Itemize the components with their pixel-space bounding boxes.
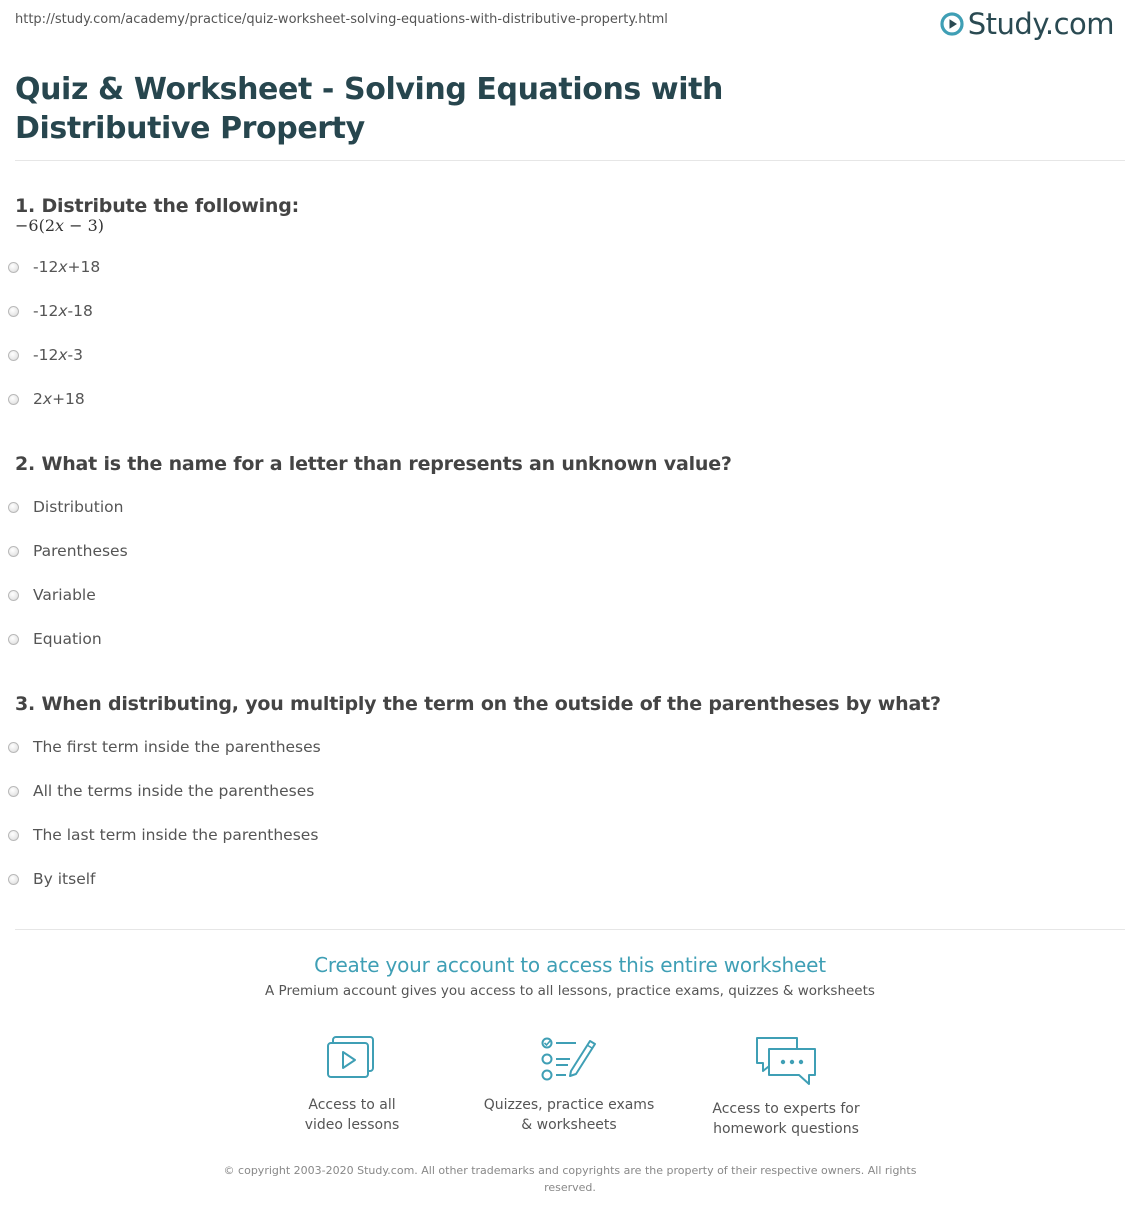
question-math: −6(2x − 3): [15, 216, 105, 235]
question-2: [15, 453, 1125, 475]
radio-button[interactable]: [8, 742, 19, 753]
radio-button[interactable]: [8, 502, 19, 513]
feature-line: Access to all: [308, 1097, 396, 1113]
play-circle-logo-icon: [940, 12, 964, 36]
option-label: -12x-3: [33, 346, 83, 364]
answer-option[interactable]: [8, 301, 93, 321]
footer-line: © copyright 2003-2020 Study.com. All other trademarks and copyrights are the property of their respective owners. All rights: [223, 1164, 917, 1177]
feature-line: & worksheets: [521, 1117, 617, 1133]
option-label: Equation: [33, 630, 102, 648]
answer-option[interactable]: [8, 869, 96, 889]
study-logo[interactable]: [940, 6, 1114, 42]
question-text: 2. What is the name for a letter than represents an unknown value?: [15, 453, 732, 475]
radio-button[interactable]: [8, 786, 19, 797]
chat-experts-icon: [753, 1035, 819, 1087]
page-url: http://study.com/academy/practice/quiz-worksheet-solving-equations-with-distributive-property.html: [15, 12, 668, 27]
logo-text: Study.com: [967, 7, 1114, 41]
cta-divider: [15, 929, 1125, 930]
answer-option[interactable]: [8, 257, 100, 277]
radio-button[interactable]: [8, 306, 19, 317]
feature-line: Access to experts for: [712, 1101, 860, 1117]
cta-title-link[interactable]: Create your account to access this entire worksheet: [314, 953, 826, 977]
option-label: Parentheses: [33, 542, 128, 560]
answer-option[interactable]: [8, 781, 314, 801]
question-text: 3. When distributing, you multiply the term on the outside of the parentheses by what?: [15, 693, 941, 715]
question-3: [15, 693, 1125, 715]
page-title: Quiz & Worksheet - Solving Equations with Distributive Property: [15, 72, 723, 146]
feature-experts: [676, 1035, 896, 1139]
title-divider: [15, 160, 1125, 161]
option-label: All the terms inside the parentheses: [33, 782, 315, 800]
option-label: The first term inside the parentheses: [33, 738, 321, 756]
footer-line: reserved.: [544, 1181, 596, 1194]
answer-option[interactable]: [8, 389, 85, 409]
answer-option[interactable]: [8, 541, 128, 561]
radio-button[interactable]: [8, 262, 19, 273]
option-label: -12x-18: [33, 302, 93, 320]
video-lessons-icon: [325, 1035, 379, 1083]
option-label: By itself: [33, 870, 96, 888]
option-label: -12x+18: [33, 258, 101, 276]
question-text: 1. Distribute the following:: [15, 195, 300, 217]
radio-button[interactable]: [8, 350, 19, 361]
feature-line: homework questions: [713, 1121, 859, 1137]
copyright-footer: [210, 1162, 930, 1196]
radio-button[interactable]: [8, 830, 19, 841]
radio-button[interactable]: [8, 590, 19, 601]
radio-button[interactable]: [8, 546, 19, 557]
radio-button[interactable]: [8, 394, 19, 405]
feature-video-lessons: [242, 1035, 462, 1135]
radio-button[interactable]: [8, 874, 19, 885]
option-label: Variable: [33, 586, 96, 604]
answer-option[interactable]: [8, 585, 96, 605]
radio-button[interactable]: [8, 634, 19, 645]
quiz-checklist-icon: [540, 1035, 598, 1083]
answer-option[interactable]: [8, 629, 102, 649]
option-label: The last term inside the parentheses: [33, 826, 319, 844]
option-label: Distribution: [33, 498, 124, 516]
answer-option[interactable]: [8, 497, 123, 517]
feature-line: video lessons: [304, 1117, 400, 1133]
answer-option[interactable]: [8, 825, 318, 845]
question-1: [15, 195, 1125, 235]
answer-option[interactable]: [8, 345, 83, 365]
cta-subtitle: A Premium account gives you access to all lessons, practice exams, quizzes & worksheets: [265, 983, 875, 999]
option-label: 2x+18: [33, 390, 85, 408]
answer-option[interactable]: [8, 737, 321, 757]
feature-quizzes: [459, 1035, 679, 1135]
feature-line: Quizzes, practice exams: [483, 1097, 655, 1113]
